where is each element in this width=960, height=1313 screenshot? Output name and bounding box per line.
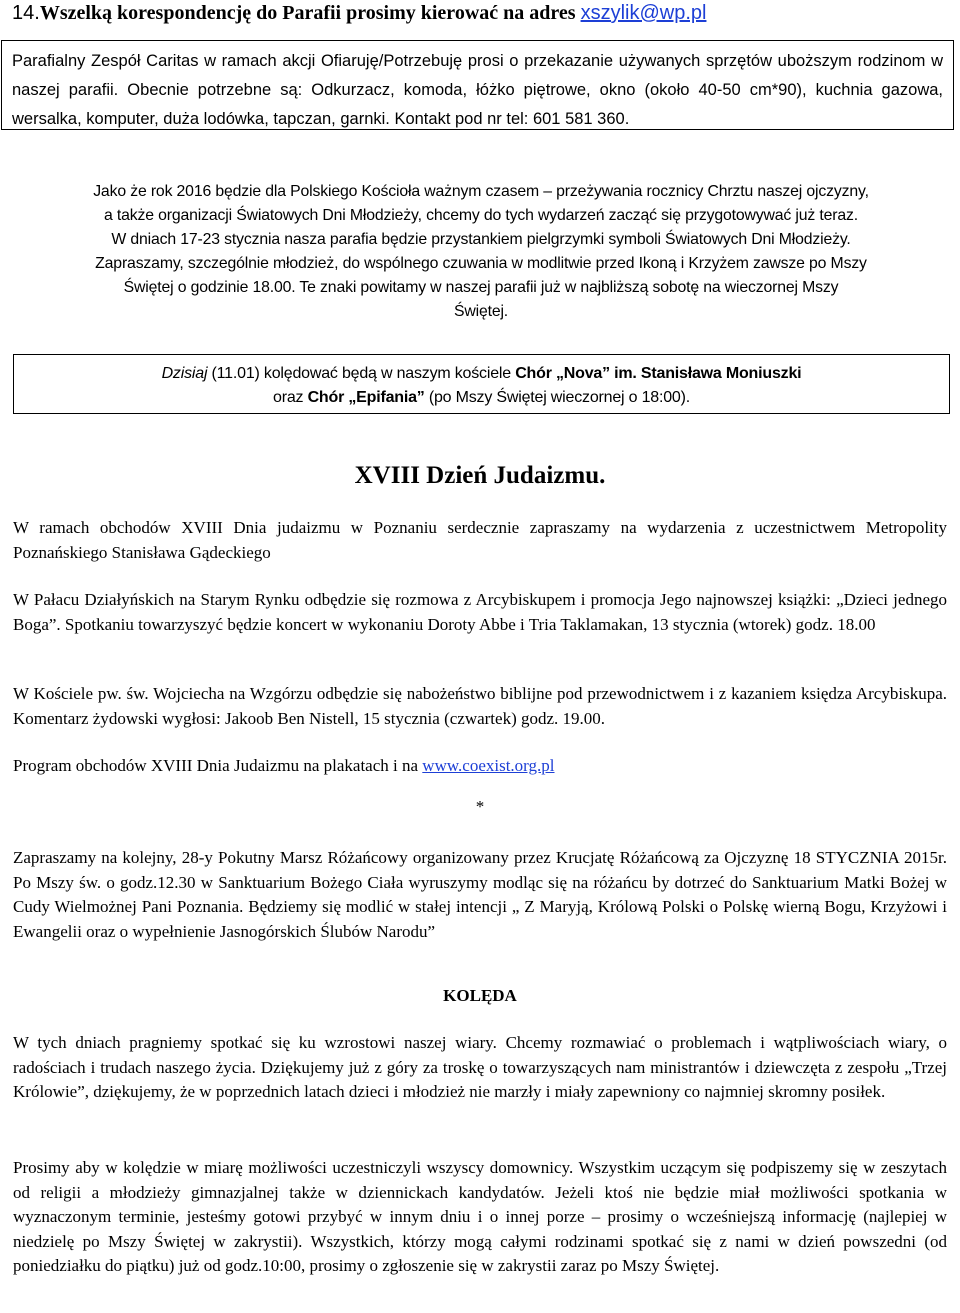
item-number: 14.	[12, 2, 40, 24]
sdm-line-3: W dniach 17-23 stycznia nasza parafia będzie przystankiem pielgrzymki symboli Światowych Dni Młodzieży.	[111, 231, 851, 248]
caritas-text: Parafialny Zespół Caritas w ramach akcji Ofiaruję/Potrzebuję prosi o przekazanie używanych sprzętów uboższym rodzinom w naszej parafii. Obecnie potrzebne są: Odkurzacz, komoda, łóżko piętrowe, okno (około 40-50 cm*90), kuchnia gazowa, wersalka, komputer, duża lodówka, tapczan, garnki. Kontakt pod nr tel: 601 581 360.	[12, 52, 943, 128]
carol-line-2: oraz Chór „Epifania” (po Mszy Świętej wieczornej o 18:00).	[273, 389, 690, 406]
email-link[interactable]: xszylik@wp.pl	[580, 2, 707, 24]
sdm-announcement	[8, 180, 954, 324]
caritas-box	[1, 40, 954, 130]
judaism-title: XVIII Dzień Judaizmu.	[354, 462, 606, 489]
dzisiaj-word: Dzisiaj	[161, 365, 208, 382]
sdm-line-6: Świętej.	[453, 303, 509, 320]
carol-line-1: Dzisiaj (11.01) kolędować będą w naszym kościele Chór „Nova” im. Stanisława Moniuszki	[161, 365, 802, 382]
choir-nova: Chór „Nova” im. Stanisława Moniuszki	[515, 365, 802, 382]
sdm-line-4: Zapraszamy, szczególnie młodzież, do wspólnego czuwania w modlitwie przed Ikoną i Krzyżem zawsze po Mszy	[95, 255, 867, 272]
coexist-link[interactable]: www.coexist.org.pl	[422, 756, 555, 775]
sdm-line-5: Świętej o godzinie 18.00. Te znaki powitamy w naszej parafii już w najbliższą sobotę na wieczornej Mszy	[123, 279, 839, 296]
rosary-march-paragraph: Zapraszamy na kolejny, 28-y Pokutny Marsz Różańcowy organizowany przez Krucjatę Różańcową za Ojczyznę 18 STYCZNIA 2015r. Po Mszy św. o godz.12.30 w Sanktuarium Bożego Ciała wyruszymy modląc się na różańcu by dotrzeć do Sanktuarium Matki Bożej w Cudy Wielmożnej Pani Poznania. Będziemy się modlić w stałej intencji „ Z Maryją, Królową Polski o Polskę wierną Bogu, Krzyżowi i Ewangelii oraz o wypełnienie Jasnogórskich Ślubów Narodu”	[13, 848, 947, 941]
choir-epifania: Chór „Epifania”	[307, 389, 425, 406]
judaism-paragraph-1: W ramach obchodów XVIII Dnia judaizmu w Poznaniu serdecznie zapraszamy na wydarzenia z uczestnictwem Metropolity Poznańskiego Stanisława Gądeckiego	[13, 518, 947, 562]
koleda-paragraph-2: Prosimy aby w kolędzie w miarę możliwości uczestniczyli wszyscy domownicy. Wszystkim uczącym się podpiszemy się w zeszytach od religii a młodzieży gimnazjalnej także w dziennickach kandydatów. Jeżeli ktoś nie będzie miał możliwości spotkania w wyznaczonym terminie, jesteśmy gotowi przybyć w innym dniu i o innej porze – prosimy o wcześniejszą informację (najlepiej w niedzielę po Mszy Świętej w zakrystii). Wszystkich, którzy mogą całymi rodzinami spotkać się z nami w dzień powszedni (od poniedziałku do piątku) już od godz.10:00, prosimy o zgłoszenie się w zakrystii zaraz po Mszy Świętej.	[13, 1158, 947, 1275]
judaism-paragraph-4: Program obchodów XVIII Dnia Judaizmu na plakatach i na www.coexist.org.pl	[13, 756, 555, 775]
item-14-text: Wszelką korespondencję do Parafii prosimy kierować na adres	[39, 2, 581, 24]
separator-star: *	[475, 797, 485, 816]
carol-concert-box	[13, 354, 950, 414]
koleda-title: KOLĘDA	[443, 986, 517, 1005]
item-14	[12, 2, 706, 25]
koleda-paragraph-1: W tych dniach pragniemy spotkać się ku wzrostowi naszej wiary. Chcemy rozmawiać o problemach i wątpliwościach wiary, o radościach i trudach naszego życia. Dziękujemy już z góry za troskę o towarzyszących nam ministrantów i dziewczęta z zespołu „Trzej Królowie”, dziękujemy, że w poprzednich latach dzieci i młodzież nie marzły i miały zapewniony co najmniej skromny posiłek.	[13, 1033, 947, 1101]
judaism-paragraph-2: W Pałacu Działyńskich na Starym Rynku odbędzie się rozmowa z Arcybiskupem i promocja Jego najnowszej książki: „Dzieci jednego Boga”. Spotkaniu towarzyszyć będzie koncert w wykonaniu Doroty Abbe i Tria Taklamakan, 13 stycznia (wtorek) godz. 18.00	[13, 590, 947, 634]
sdm-line-1: Jako że rok 2016 będzie dla Polskiego Kościoła ważnym czasem – przeżywania rocznicy Chrztu naszej ojczyzny,	[93, 183, 869, 200]
judaism-paragraph-3: W Kościele pw. św. Wojciecha na Wzgórzu odbędzie się nabożeństwo biblijne pod przewodnictwem i z kazaniem księdza Arcybiskupa. Komentarz żydowski wygłosi: Jakoob Ben Nistell, 15 stycznia (czwartek) godz. 19.00.	[13, 684, 947, 728]
sdm-line-2: a także organizacji Światowych Dni Młodzieży, chcemy do tych wydarzeń zacząć się przygotowywać już teraz.	[104, 207, 858, 224]
